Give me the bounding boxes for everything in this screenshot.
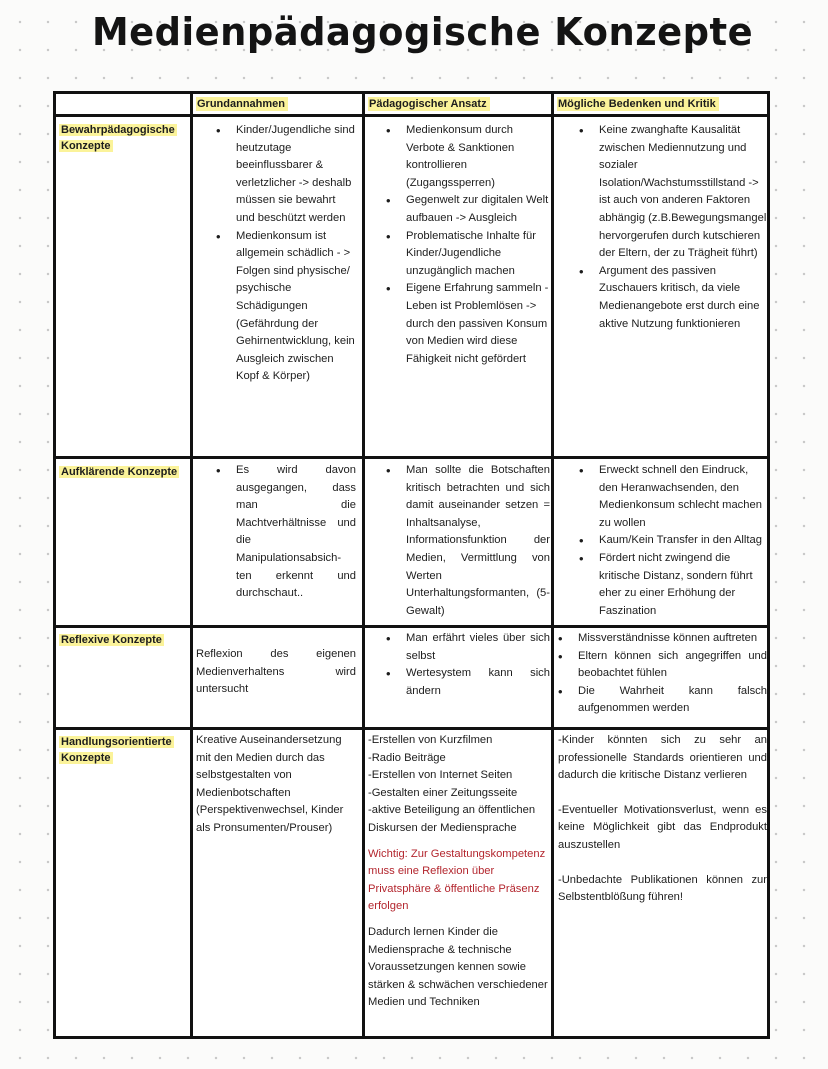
list-item: • Medienkonsum durch Verbote & Sanktionen kontrollieren (Zugangssperren) [384, 122, 550, 192]
ansatz-line: -Erstellen von Internet Seiten [368, 769, 513, 782]
kritik-paragraph: -Kinder könnten sich zu sehr an professionelle Standards orientieren und dadurch die kritische Distanz verlieren [558, 734, 767, 782]
cell-grundannahmen-bewahr [214, 122, 356, 386]
row-divider [56, 456, 767, 459]
ansatz-outro: Dadurch lernen Kinder die Mediensprache & technische Voraussetzungen kennen sowie stärken & schwächen verschiedener Medien und Techniken [368, 925, 548, 1009]
cell-grundannahmen-handlung: Kreative Auseinandersetzung mit den Medien durch das selbstgestalten von Medienbotschaften (Perspektivenwechsel, Kinder als Pronsumenten/Prouser) [196, 734, 344, 834]
row-label-bewahrpaedagogisch: Bewahrpädagogische Konzepte [61, 124, 175, 152]
cell-kritik-handlung [558, 732, 767, 907]
list-item: • Argument des passiven Zuschauers kritisch, da viele Medienangebote erst durch eine aktive Nutzung funktionieren [577, 263, 767, 333]
column-divider [190, 94, 193, 1036]
row-divider [56, 727, 767, 730]
row-label-reflexiv: Reflexive Konzepte [61, 634, 162, 646]
list-item: • Fördert nicht zwingend die kritische Distanz, sondern führt eher zu einer Erhöhung der Faszination [577, 550, 767, 620]
list-item: • Wertesystem kann sich ändern [384, 665, 550, 700]
list-item: • Missverständnisse können auftreten [558, 630, 767, 648]
list-item: • Kaum/Kein Transfer in den Alltag [577, 532, 767, 550]
page-title: Medienpädagogische Konzepte [92, 10, 754, 54]
list-item: • Keine zwanghafte Kausalität zwischen Mediennutzung und sozialer Isolation/Wachstumsstillstand -> ist auch von anderen Faktoren abhängig (z.B.Bewegungsmangel hervorgerufen durch kutschieren der Eltern, der zu Trägheit führt) [577, 122, 767, 263]
ansatz-line: -Radio Beiträge [368, 751, 446, 764]
column-divider [551, 94, 554, 1036]
row-label-aufklaerend: Aufklärende Konzepte [61, 466, 178, 478]
header-grundannahmen: Grundannahmen [196, 97, 356, 111]
kritik-paragraph: -Unbedachte Publikationen können zur Selbstentblößung führen! [558, 873, 767, 904]
header-bedenken-kritik: Mögliche Bedenken und Kritik [557, 97, 767, 111]
cell-ansatz-reflexiv [384, 630, 550, 726]
cell-kritik-aufklaerend [577, 462, 767, 624]
cell-kritik-reflexiv [558, 630, 767, 726]
concepts-table [53, 91, 770, 1039]
list-item: • Kinder/Jugendliche sind heutzutage beeinflussbarer & verletzlicher -> deshalb müssen sie bewahrt und beschützt werden [214, 122, 356, 228]
list-item: • Die Wahrheit kann falsch aufgenommen werden [558, 683, 767, 718]
cell-grundannahmen-reflexiv: Reflexion des eigenen Medienverhaltens wird untersucht [196, 648, 356, 696]
cell-grundannahmen-aufklaerend [214, 462, 356, 624]
list-item: • Eltern können sich angegriffen und beobachtet fühlen [558, 648, 767, 683]
header-paedagogischer-ansatz: Pädagogischer Ansatz [368, 97, 548, 111]
cell-ansatz-bewahr [384, 122, 550, 368]
cell-ansatz-handlung [368, 732, 550, 1036]
list-item: • Man erfährt vieles über sich selbst [384, 630, 550, 665]
cell-kritik-bewahr [577, 122, 767, 333]
list-item: • Eigene Erfahrung sammeln - Leben ist Problemlösen -> durch den passiven Konsum von Medien wird diese Fähigkeit nicht gefördert [384, 280, 550, 368]
list-item: • Erweckt schnell den Eindruck, den Heranwachsenden, den Medienkonsum schlecht machen zu wollen [577, 462, 767, 532]
list-item: • Gegenwelt zur digitalen Welt aufbauen -> Ausgleich [384, 192, 550, 227]
ansatz-line: -Gestalten einer Zeitungsseite [368, 786, 518, 799]
important-note: Wichtig: Zur Gestaltungskompetenz muss eine Reflexion über Privatsphäre & öffentliche Präsenz erfolgen [368, 847, 546, 913]
row-divider [56, 625, 767, 628]
list-item: • Man sollte die Botschaften kritisch betrachten und sich damit auseinander setzen = Inhaltsanalyse, Informationsfunktion der Medien, Vermittlung von Werten Unterhaltungsformanten, (5-Gewalt) [384, 462, 550, 620]
ansatz-line: -Erstellen von Kurzfilmen [368, 734, 493, 746]
kritik-paragraph: -Eventueller Motivationsverlust, wenn es keine Möglichkeit gibt das Endprodukt auszustellen [558, 803, 767, 851]
column-divider [362, 94, 365, 1036]
row-label-handlungsorientiert: Handlungsorientierte Konzepte [61, 736, 172, 764]
cell-ansatz-aufklaerend [384, 462, 550, 624]
list-item: • Medienkonsum ist allgemein schädlich - > Folgen sind physische/ psychische Schädigungen (Gefährdung der Gehirnentwicklung, kein Ausgleich zwischen Kopf & Körper) [214, 228, 356, 386]
ansatz-line: -aktive Beteiligung an öffentlichen Diskursen der Mediensprache [368, 804, 536, 834]
list-item: • Problematische Inhalte für Kinder/Jugendliche unzugänglich machen [384, 228, 550, 281]
row-divider [56, 114, 767, 117]
list-item: • Es wird davon ausgegangen, dass man die Machtverhältnisse und die Manipulationsabsich-ten erkennt und durchschaut.. [214, 462, 356, 603]
